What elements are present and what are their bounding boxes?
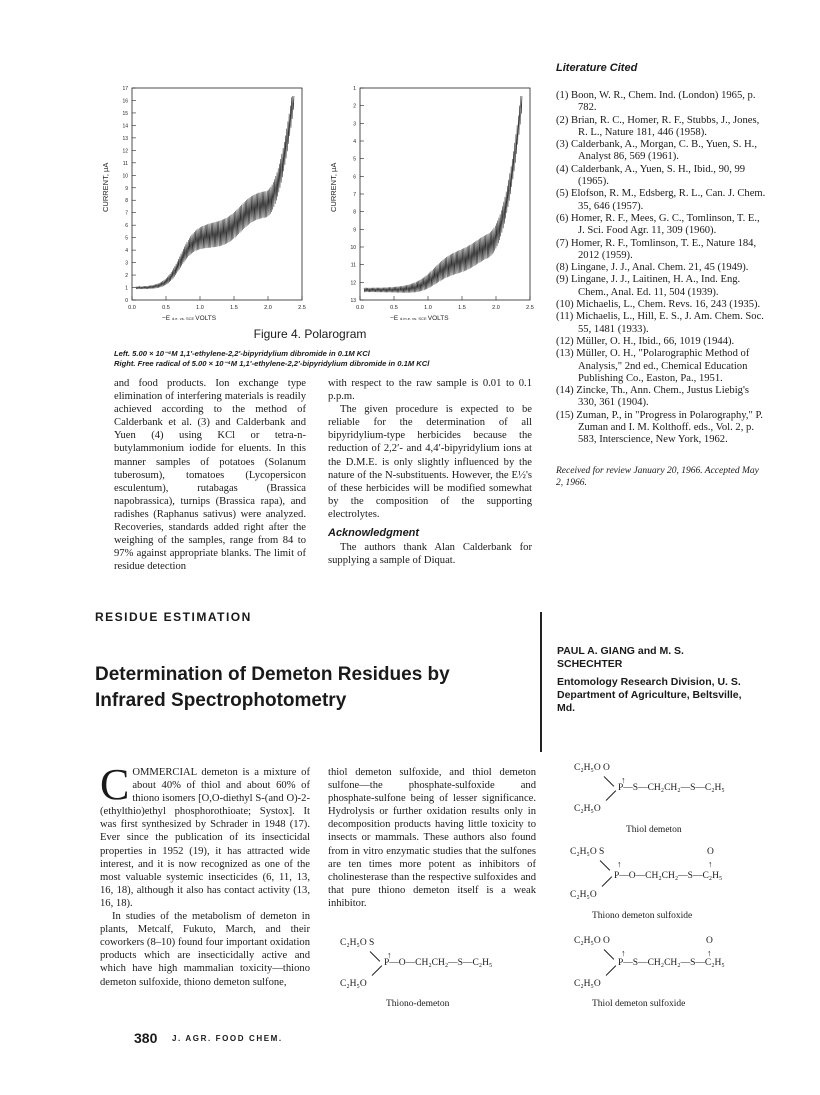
structure-main: P—O—CH₂CH₂—S—C₂H₅ [614,871,723,881]
figure-caption-right: Right. Free radical of 5.00 × 10⁻⁴M 1,1′-ethylene-2,2′-bipyridylium dibromide in 0.1M KCl [114,359,430,368]
figure-caption-left: Left. 5.00 × 10⁻⁴M 1,1′-ethylene-2,2′-bipyridylium dibromide in 0.1M KCl [114,349,370,358]
affiliation: Entomology Research Division, U. S. Department of Agriculture, Beltsville, Md. [557,676,742,714]
structure-thiono-demeton [336,937,536,1017]
y-tick-label: 3 [125,260,128,267]
structure-thiono-demeton-sulfoxide [566,846,776,926]
y-tick-label: 15 [122,110,128,117]
structure-bond-down [602,876,613,887]
literature-cited [556,62,768,489]
structure-bottom: C₂H₅O [570,890,597,900]
y-tick-label: 2 [353,103,356,110]
x-tick-label: 2.5 [298,305,306,311]
structure-thiol-demeton-sulfoxide [570,935,780,1015]
top-col2-paragraph-1: with respect to the raw sample is 0.01 to 0.1 p.p.m. [328,378,532,403]
y-tick-label: 3 [353,121,356,128]
trace-path [364,96,522,293]
y-tick-label: 8 [125,198,128,205]
reference-item: (15) Zuman, P., in "Progress in Polarography," P. Zuman and I. M. Kolthoff. eds., Vol. 2, p. 583, Interscience, New York, 1962. [556,409,763,446]
structure-main: P—S—CH₂CH₂—S—C₂H₅ [618,783,725,793]
x-tick-label: 0.5 [162,305,170,311]
structure-arrow-2: ↑ [707,948,712,958]
x-tick-label: 0.0 [356,305,364,311]
y-tick-label: 6 [125,223,128,230]
polarogram-trace [136,96,294,289]
y-tick-label: 12 [350,280,356,287]
structure-name: Thiol demeton sulfoxide [592,999,686,1009]
x-tick-label: 1.5 [230,305,238,311]
structure-name: Thiono-demeton [386,999,450,1009]
y-tick-label: 6 [353,174,356,181]
y-tick-label: 2 [125,273,128,280]
structure-bond-up [604,949,615,960]
y-axis-label: CURRENT, µA [101,162,110,212]
trace-path [136,96,294,289]
y-tick-label: 7 [353,192,356,198]
structure-bottom: C₂H₅O [574,804,601,814]
y-tick-label: 5 [353,156,356,163]
structure-arrow: ↑ [387,950,392,960]
drop-cap: C [100,760,130,809]
acknowledgment-text: The authors thank Alan Calderbank for supplying a sample of Diquat. [328,542,532,567]
x-axis-label: −E d.m.e. vs. SCE VOLTS [390,315,449,322]
structure-bond-down [606,790,617,801]
bottom-column-2: thiol demeton sulfoxide, and thiol demeton sulfone—the phosphate-sulfoxide and phosphate-sulfone being of lesser significance. Hydrolysis or further oxidation results only in decomposition products having little toxicity to insects or mammals. These authors also found from in vitro enzymatic studies that the sulfones are ten times more potent as inhibitors of cholinesterase than the respective sulfoxides and that pure thiono demeton itself is a weak inhibitor. [328,767,536,909]
reference-item: (6) Homer, R. F., Mees, G. C., Tomlinson, T. E., J. Sci. Food Agr. 11, 309 (1960). [556,212,760,237]
y-tick-label: 7 [125,210,128,217]
reference-item: (8) Lingane, J. J., Anal. Chem. 21, 45 (1949). [556,262,749,274]
structure-bond-up [370,951,381,962]
structure-top: C₂H₅O O [574,763,610,773]
reference-item: (11) Michaelis, L., Hill, E. S., J. Am. Chem. Soc. 55, 1481 (1933). [556,311,764,335]
structure-thiol-demeton [570,762,770,842]
y-tick-label: 16 [122,98,128,105]
y-tick-label: 17 [122,86,128,92]
reference-item: (10) Michaelis, L., Chem. Revs. 16, 243 (1935). [556,299,761,311]
y-tick-label: 13 [350,298,356,304]
polarogram-left [80,58,310,328]
y-tick-label: 11 [122,160,128,167]
y-tick-label: 9 [125,185,128,192]
reference-item: (3) Calderbank, A., Morgan, C. B., Yuen, S. H., Analyst 86, 569 (1961). [556,139,757,163]
reference-item: (1) Boon, W. R., Chem. Ind. (London) 1965, p. 782. [556,90,756,114]
structure-bottom: C₂H₅O [340,979,367,989]
x-tick-label: 0.5 [390,305,398,311]
y-tick-label: 12 [122,148,128,155]
top-column-2 [328,377,532,567]
top-col2-paragraph-2: The given procedure is expected to be reliable for the determination of all bipyridylium-type herbicides because the reduction of 2,2′- and 4,4′-bipyridylium ions at the D.M.E. is only slightly influenced by the nature of the N-substituents. However, the E½'s of these herbicides will be modified somewhat by the composition of the supporting electrolytes. [328,404,532,520]
reference-item: (12) Müller, O. H., Ibid., 66, 1019 (1944). [556,335,735,347]
y-tick-label: 9 [353,227,356,234]
polarogram-right [308,58,538,328]
x-axis-label: −E d.e. vs. SCE VOLTS [162,315,217,322]
y-tick-label: 1 [125,285,128,292]
reference-item: (2) Brian, R. C., Homer, R. F., Stubbs, J., Jones, R. L., Nature 181, 446 (1958). [556,114,760,138]
reference-item: (14) Zincke, Th., Ann. Chem., Justus Liebig's 330, 361 (1904). [556,385,749,409]
y-tick-label: 10 [122,173,128,180]
journal-name: J. AGR. FOOD CHEM. [172,1034,283,1043]
literature-cited-heading: Literature Cited [556,62,638,74]
structure-top: C₂H₅O S [570,847,605,857]
reference-item: (7) Homer, R. F., Tomlinson, T. E., Nature 184, 2012 (1959). [556,237,757,261]
structure-name: Thiono demeton sulfoxide [592,911,693,921]
x-tick-label: 0.0 [128,305,136,311]
top-column-1: and food products. Ion exchange type elimination of interfering materials is readily achieved according to the method of Calderbank et al. (3) and Calderbank and Yuen (4) using KCl or tetra-n-butylammonium iodide for eluents. In this manner samples of potatoes (Solanum tuberosum), tomatoes (Lycopersicon esculentum), rutabagas (Brassica napobrassica), turnips (Brassica rapa), and radishes (Raphanus sativus) were analyzed. Recoveries, standards added right after the weighing of the samples, range from 84 to 97% against appropriate blanks. The limit of residue detection [114,378,306,573]
x-tick-label: 2.5 [526,305,534,311]
structure-bond-up [600,860,611,871]
x-tick-label: 1.0 [424,305,432,311]
bottom-col1-paragraph-1: COMMERCIAL demeton is a mixture of about 40% of thiol and about 60% of thiono isomers [O,O-diethyl S-(and O)-2-(ethylthio)ethyl phosphorothioate; Systox]. It was first synthesized by Schrader in 1948 (17). Ever since the publication of its insecticidal properties in 1952 (19), it has attracted wide interest, and it is now recognized as one of the most valuable systemic insecticides (6, 11, 13, 16, 18), although it also has contact activity (13, 16, 18). [100,760,310,909]
y-tick-label: 8 [353,209,356,216]
bottom-col1-paragraph-2: In studies of the metabolism of demeton in plants, Metcalf, Fukuto, March, and their coworkers (8–10) found four important oxidation products which are insecticidally active and which have high mammalian toxicity—thiono demeton sulfoxide, thiono demeton sulfone, [100,911,310,988]
x-tick-label: 2.0 [264,305,272,311]
structure-arrow: ↑ [621,948,626,958]
reference-item: (9) Lingane, J. J., Laitinen, H. A., Ind. Eng. Chem., Anal. Ed. 11, 504 (1939). [556,274,741,298]
reference-item: (5) Elofson, R. M., Edsberg, R. L., Can. J. Chem. 35, 646 (1957). [556,188,766,212]
structure-bond-down [372,965,383,976]
section-label: RESIDUE ESTIMATION [95,610,252,624]
structure-bond-up [604,776,615,787]
y-tick-label: 0 [125,298,128,304]
page-number: 380 [134,1030,158,1046]
structure-main: P—O—CH₂CH₂—S—C₂H₅ [384,958,493,968]
title-divider [540,612,542,752]
structure-main: P—S—CH₂CH₂—S—C₂H₅ [618,958,725,968]
structure-sulfoxide-o: O [706,936,713,946]
y-tick-label: 4 [353,139,356,145]
y-tick-label: 10 [350,245,356,251]
authors: PAUL A. GIANG and M. S. SCHECHTER [557,645,684,670]
y-tick-label: 13 [122,135,128,142]
y-tick-label: 14 [122,123,128,130]
polarogram-trace [364,96,522,293]
received-note: Received for review January 20, 1966. Accepted May 2, 1966. [556,465,759,488]
structure-name: Thiol demeton [626,825,682,835]
structure-bond-down [606,965,617,976]
x-tick-label: 1.0 [196,305,204,311]
y-tick-label: 5 [125,235,128,242]
structure-top: C₂H₅O S [340,938,375,948]
reference-item: (4) Calderbank, A., Yuen, S. H., Ibid., 90, 99 (1965). [556,163,746,188]
structure-top: C₂H₅O O [574,936,610,946]
figure-title: Figure 4. Polarogram [253,327,367,341]
y-tick-label: 11 [350,262,356,269]
structure-arrow: ↑ [621,775,626,785]
structure-arrow: ↑ [617,859,622,869]
reference-item: (13) Müller, O. H., "Polarographic Method of Analysis," 2nd ed., Chemical Education Publishing Co., Easton, Pa., 1951. [556,348,750,384]
acknowledgment-heading: Acknowledgment [328,527,420,540]
structure-bottom: C₂H₅O [574,979,601,989]
article-title: Determination of Demeton Residues by Infrared Spectrophotometry [95,664,450,711]
x-tick-label: 2.0 [492,305,500,311]
y-axis-label: CURRENT, µA [329,162,338,212]
y-tick-label: 1 [353,86,356,92]
bottom-column-1 [100,760,310,989]
x-tick-label: 1.5 [458,305,466,311]
structure-sulfoxide-o: O [707,847,714,857]
structure-arrow-2: ↑ [708,859,713,869]
y-tick-label: 4 [125,248,128,255]
reference-list [556,90,768,447]
